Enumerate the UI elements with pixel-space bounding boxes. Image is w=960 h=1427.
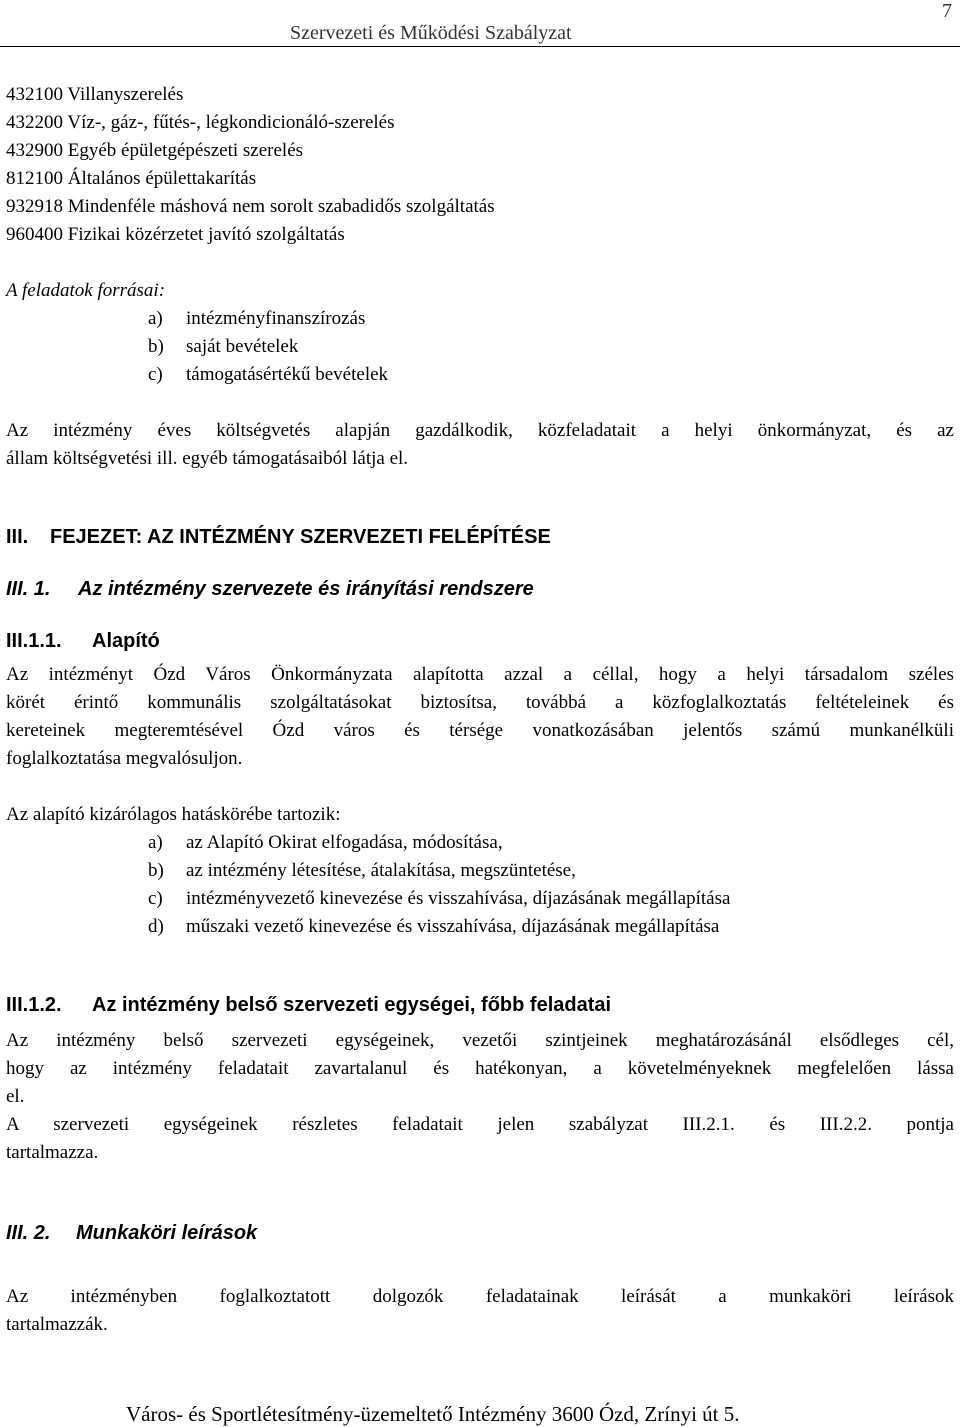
list-text: az Alapító Okirat elfogadása, módosítása,: [186, 832, 503, 853]
list-item: [148, 308, 365, 330]
page-number: 7: [942, 0, 952, 22]
job-desc-paragraph-line: tartalmazzák.: [6, 1314, 108, 1335]
founder-paragraph-line: Az intézményt Ózd Város Önkormányzata alapította azzal a céllal, hogy a helyi társadalom széles: [6, 664, 954, 685]
units-paragraph-line: hogy az intézmény feladatait zavartalanul és hatékonyan, a követelményeknek megfelelően lássa: [6, 1058, 954, 1079]
list-item: [148, 832, 503, 854]
list-marker: a): [148, 832, 163, 853]
section-heading: [6, 1222, 257, 1245]
chapter-number: III.: [6, 526, 29, 548]
section-title: Munkaköri leírások: [76, 1222, 258, 1244]
section-title: Az intézmény szervezete és irányítási rendszere: [78, 578, 534, 600]
header-title: Szervezeti és Működési Szabályzat: [290, 22, 572, 44]
activity-item: 432100 Villanyszerelés: [6, 84, 184, 105]
job-desc-paragraph-line: Az intézményben foglalkoztatott dolgozók feladatainak leírását a munkaköri leírások: [6, 1286, 954, 1307]
section-number: III. 2.: [6, 1222, 51, 1244]
sources-title: A feladatok forrásai:: [6, 280, 166, 301]
list-item: [148, 888, 730, 910]
founder-paragraph-line: körét érintő kommunális szolgáltatásokat biztosítsa, továbbá a közfoglalkoztatás feltételeinek és: [6, 692, 954, 713]
list-text: intézményvezető kinevezése és visszahívása, díjazásának megállapítása: [186, 888, 731, 909]
list-marker: d): [148, 916, 164, 937]
competence-title: Az alapító kizárólagos hatáskörébe tartozik:: [6, 804, 341, 825]
units-paragraph-line: Az intézmény belső szervezeti egységeinek, vezetői szintjeinek meghatározásánál elsődleges cél,: [6, 1030, 954, 1051]
activity-item: 432200 Víz-, gáz-, fűtés-, légkondicionáló-szerelés: [6, 112, 395, 133]
subsection-title: Az intézmény belső szervezeti egységei, főbb feladatai: [92, 994, 612, 1016]
budget-paragraph-line: állam költségvetési ill. egyéb támogatásaiból látja el.: [6, 448, 409, 469]
founder-paragraph-line: kereteinek megteremtésével Ózd város és térsége vonatkozásában jelentős számú munkanélküli: [6, 720, 954, 741]
list-marker: b): [148, 860, 164, 881]
list-item: [148, 916, 719, 938]
subsection-number: III.1.2.: [6, 994, 62, 1016]
subsection-heading: [6, 994, 611, 1017]
list-item: [148, 860, 576, 882]
list-marker: b): [148, 336, 164, 357]
chapter-title: FEJEZET: AZ INTÉZMÉNY SZERVEZETI FELÉPÍTÉSE: [50, 526, 551, 548]
section-heading: [6, 578, 534, 601]
budget-paragraph-line: Az intézmény éves költségvetés alapján gazdálkodik, közfeladatait a helyi önkormányzat, és az: [6, 420, 954, 441]
list-text: intézményfinanszírozás: [186, 308, 366, 329]
activity-item: 960400 Fizikai közérzetet javító szolgáltatás: [6, 224, 345, 245]
founder-paragraph-line: foglalkoztatása megvalósuljon.: [6, 748, 243, 769]
list-marker: c): [148, 888, 163, 909]
list-text: az intézmény létesítése, átalakítása, megszüntetése,: [186, 860, 576, 881]
subsection-heading: [6, 630, 160, 653]
units-paragraph-line: el.: [6, 1086, 25, 1107]
activity-item: 812100 Általános épülettakarítás: [6, 168, 257, 189]
activity-item: 432900 Egyéb épületgépészeti szerelés: [6, 140, 304, 161]
header-divider: [0, 46, 960, 47]
list-text: saját bevételek: [186, 336, 299, 357]
list-marker: a): [148, 308, 163, 329]
subsection-title: Alapító: [92, 630, 160, 652]
list-item: [148, 336, 298, 358]
section-number: III. 1.: [6, 578, 51, 600]
list-text: műszaki vezető kinevezése és visszahívása, díjazásának megállapítása: [186, 916, 720, 937]
units-paragraph2-line: tartalmazza.: [6, 1142, 99, 1163]
subsection-number: III.1.1.: [6, 630, 62, 652]
units-paragraph2-line: A szervezeti egységeinek részletes feladatait jelen szabályzat III.2.1. és III.2.2. pontja: [6, 1114, 954, 1135]
list-marker: c): [148, 364, 163, 385]
activity-item: 932918 Mindenféle máshová nem sorolt szabadidős szolgáltatás: [6, 196, 495, 217]
chapter-heading: [6, 526, 551, 549]
footer-text: Város- és Sportlétesítmény-üzemeltető Intézmény 3600 Ózd, Zrínyi út 5.: [126, 1402, 740, 1426]
list-text: támogatásértékű bevételek: [186, 364, 389, 385]
list-item: [148, 364, 388, 386]
